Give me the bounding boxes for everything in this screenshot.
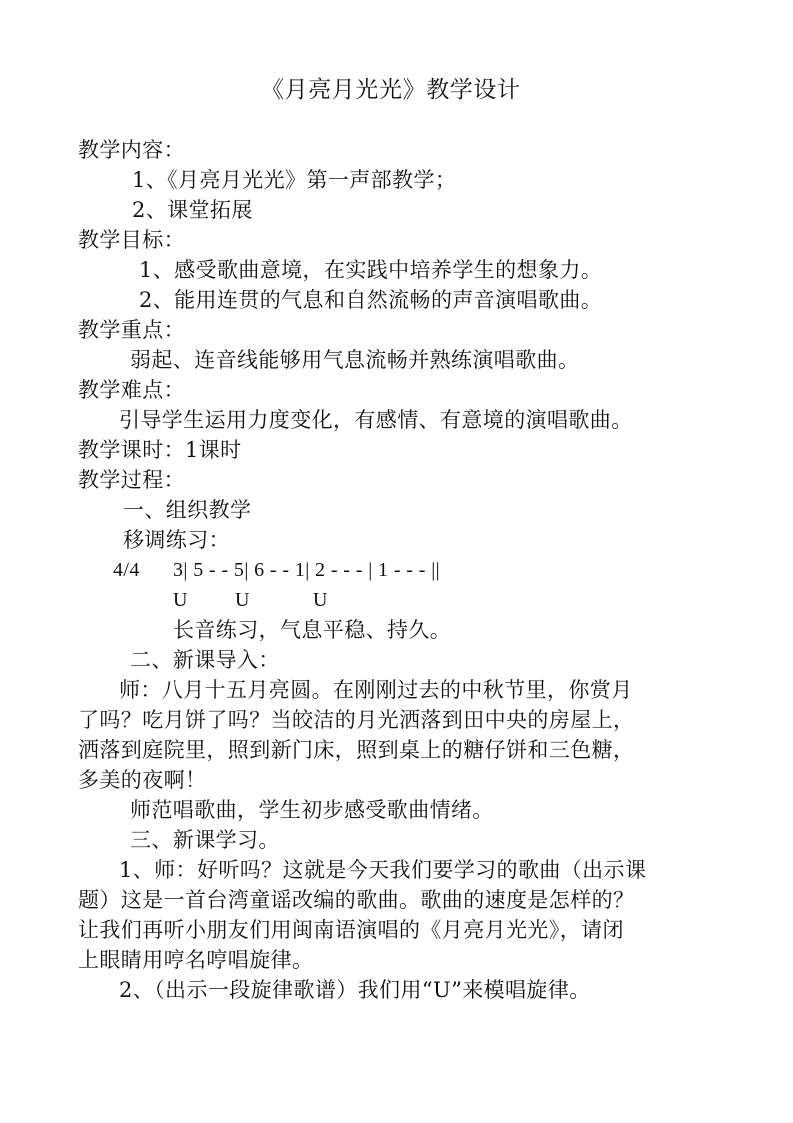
goal-item-1: 1、感受歌曲意境，在实践中培养学生的想象力。 (139, 258, 603, 282)
notation-line: 3| 5 - - 5| 6 - - 1| 2 - - - | 1 - - - || (173, 559, 441, 581)
heading-teaching-content: 教学内容： (78, 138, 185, 162)
step-1-heading: 一、组织教学 (123, 498, 252, 522)
content-item-1: 1、《月亮月光光》第一声部教学； (132, 168, 457, 192)
intro-paragraph-line: 多美的夜啊！ (78, 768, 207, 792)
syllable-u: U (235, 589, 250, 611)
demo-singing-text: 师范唱歌曲，学生初步感受歌曲情绪。 (130, 798, 494, 822)
step-3-heading: 三、新课学习。 (130, 828, 280, 852)
heading-process: 教学过程： (78, 468, 185, 492)
intro-paragraph-line: 洒落到庭院里，照到新门床，照到桌上的糖仔饼和三色糖， (78, 738, 635, 762)
lesson-paragraph-line: 让我们再听小朋友们用闽南语演唱的《月亮月光光》，请闭 (78, 918, 624, 942)
intro-paragraph-line: 了吗？吃月饼了吗？当皎洁的月光洒落到田中央的房屋上， (78, 708, 635, 732)
long-tone-practice: 长音练习，气息平稳、持久。 (173, 618, 452, 642)
time-signature: 4/4 (113, 559, 140, 581)
transpose-practice-label: 移调练习： (123, 528, 230, 552)
key-point-text: 弱起、连音线能够用气息流畅并熟练演唱歌曲。 (130, 348, 580, 372)
lesson-paragraph-line: 上眼睛用哼名哼唱旋律。 (78, 948, 314, 972)
syllable-u: U (313, 589, 328, 611)
difficulty-text: 引导学生运用力度变化，有感情、有意境的演唱歌曲。 (119, 408, 633, 432)
heading-key-points: 教学重点： (78, 318, 185, 342)
step-2-heading: 二、新课导入： (130, 648, 280, 672)
lesson-paragraph-line: 1、师：好听吗？这就是今天我们要学习的歌曲（出示课 (119, 858, 647, 882)
syllable-u: U (173, 589, 188, 611)
lesson-paragraph-line: 题）这是一首台湾童谣改编的歌曲。歌曲的速度是怎样的？ (78, 888, 635, 912)
heading-difficulties: 教学难点： (78, 378, 185, 402)
melody-practice-text: 2、（出示一段旋律歌谱）我们用“U”来模唱旋律。 (119, 978, 591, 1002)
intro-paragraph-line: 师：八月十五月亮圆。在刚刚过去的中秋节里，你赏月 (119, 678, 633, 702)
goal-item-2: 2、能用连贯的气息和自然流畅的声音演唱歌曲。 (139, 288, 603, 312)
document-title: 《月亮月光光》教学设计 (261, 77, 521, 103)
heading-teaching-goals: 教学目标： (78, 228, 185, 252)
class-hours: 教学课时：1课时 (78, 438, 242, 462)
content-item-2: 2、课堂拓展 (132, 198, 253, 222)
